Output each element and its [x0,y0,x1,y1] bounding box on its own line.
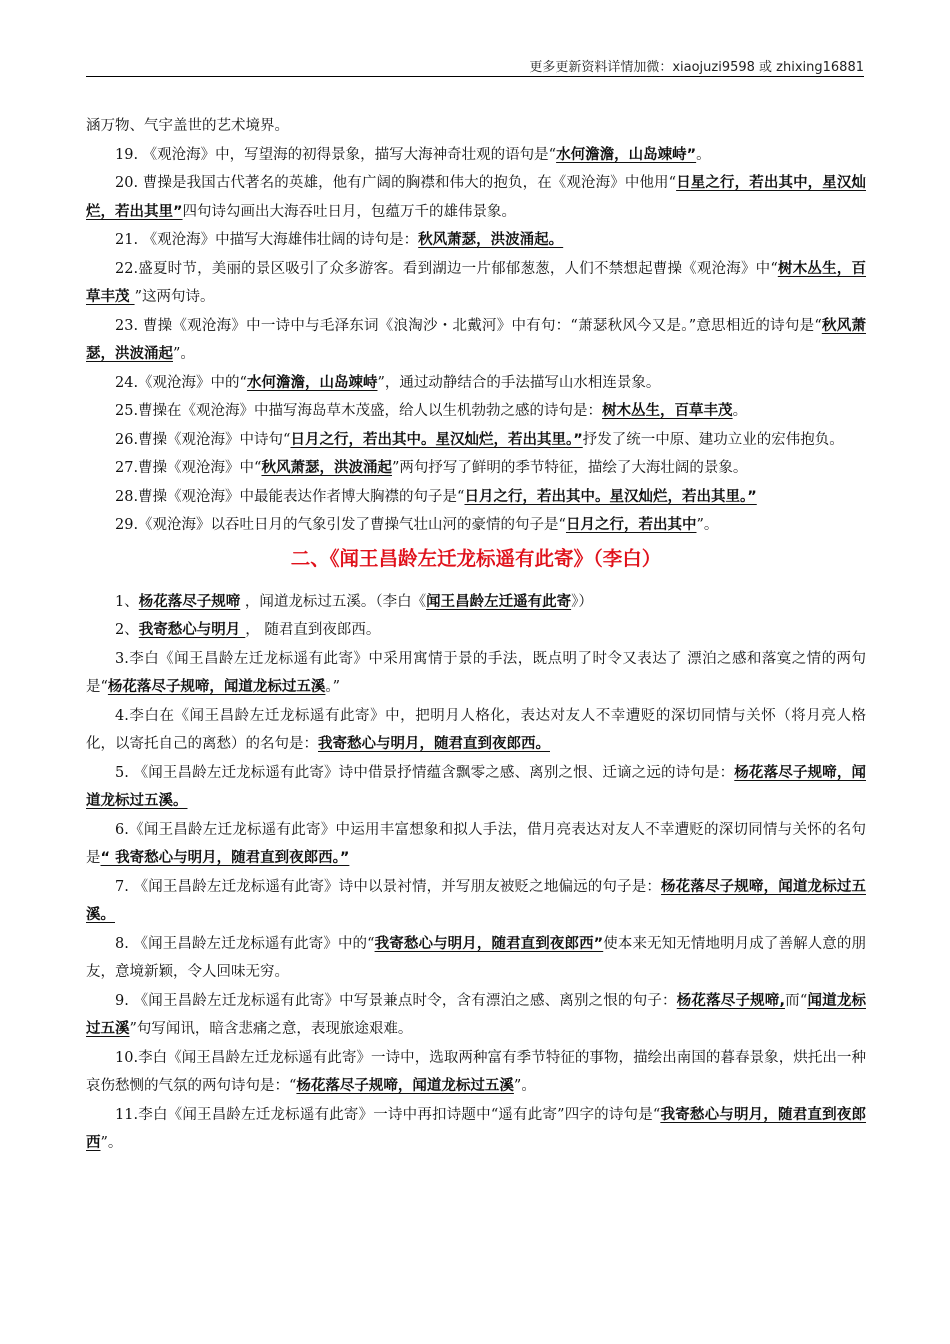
question-text: 23. 曹操《观沧海》中一诗中与毛泽东词《浪淘沙・北戴河》中有句：“萧瑟秋风今又是。”意思相近的诗句是“ [115,317,822,334]
question-item [86,255,866,312]
answer-text: 秋风萧瑟，洪波涌起 [86,317,867,362]
question-item [86,397,866,426]
question-item [86,511,866,540]
answer-text: 日星之行，若出其中，星汉灿烂，若出其里” [86,175,866,220]
question-item [86,930,866,987]
question-text: 22.盛夏时节，美丽的景区吸引了众多游客。看到湖边一片郁郁葱葱，人们不禁想起曹操《观沧海》中“ [115,260,778,277]
answer-text: 我寄愁心与明月，随君直到夜郎西。 [318,736,550,752]
answer-text: 杨花落尽子规啼，闻道龙标过五溪。 [86,764,866,809]
answer-text: 我寄愁心与明月 [138,622,246,638]
question-text: ，闻道龙标过五溪。（李白《 [240,593,427,610]
answer-text: 我寄愁心与明月，随君直到夜郎西 [86,1106,867,1151]
question-text: 26.曹操《观沧海》中诗句“ [115,431,291,448]
question-text: 9. 《闻王昌龄左迁龙标遥有此寄》中写景兼点时令，含有漂泊之感、离别之恨的句子： [115,992,677,1009]
question-text: ， 随君直到夜郎西。 [245,622,381,638]
section1-items [86,141,866,540]
answer-text: 水何澹澹，山岛竦峙” [556,146,697,163]
question-item [86,169,866,226]
answer-text: 树木丛生，百草丰茂 [86,260,867,305]
question-item [86,987,866,1044]
question-item [86,226,866,255]
section2-items [86,588,866,1158]
question-text: 抒发了统一中原、建功立业的宏伟抱负。 [582,431,844,448]
question-text: ”两句抒写了鲜明的季节特征，描绘了大海壮阔的景象。 [391,460,748,476]
question-text: 27.曹操《观沧海》中“ [115,460,262,476]
answer-text: 闻道龙标过五溪 [86,992,866,1037]
question-item [86,312,866,369]
question-text: 7. 《闻王昌龄左迁龙标遥有此寄》诗中以景衬情，并写朋友被贬之地偏远的句子是： [115,878,662,895]
section2-title: 二、《闻王昌龄左迁龙标遥有此寄》（李白） [290,546,662,570]
page-header [86,52,864,77]
answer-text: 杨花落尽子规啼, [676,992,785,1009]
question-item [86,616,866,645]
question-text: 1、 [115,593,139,610]
question-text: 20. 曹操是我国古代著名的英雄，他有广阔的胸襟和伟大的抱负，在《观沧海》中他用“ [115,175,677,191]
answer-text: 秋风萧瑟，洪波涌起。 [418,232,564,248]
answer-text: 杨花落尽子规啼，闻道龙标过五溪 [107,679,326,695]
question-text: ”。 [696,517,719,533]
question-text: ”这两句诗。 [134,289,215,305]
question-item [86,759,866,816]
question-text: 四句诗勾画出大海吞吐日月，包蕴万千的雄伟景象。 [182,203,517,220]
question-text: 。” [325,679,341,695]
header-text: 更多更新资料详情加微：xiaojuzi9598 或 zhixing16881 [529,60,864,75]
question-item [86,483,866,512]
question-item [86,454,866,483]
answer-text: 杨花落尽子规啼，闻道龙标过五溪。 [86,878,866,923]
question-item [86,1101,866,1158]
question-text: 5. 《闻王昌龄左迁龙标遥有此寄》诗中借景抒情蕴含飘零之感、离别之恨、迁谪之远的诗句是： [115,764,735,781]
question-text: ”。 [100,1135,123,1151]
question-text: 。 [696,146,711,163]
answer-text: 杨花落尽子规啼，闻道龙标过五溪 [296,1078,514,1094]
question-text: 6.《闻王昌龄左迁龙标遥有此寄》中运用丰富想象和拟人手法，借月亮表达对友人不幸遭贬的深切同情与关怀的名句是 [86,821,866,866]
answer-text: 杨花落尽子规啼 [138,593,241,610]
question-text: 4.李白在《闻王昌龄左迁龙标遥有此寄》中，把明月人格化，表达对友人不幸遭贬的深切同情与关怀（将月亮人格化，以寄托自己的离愁）的名句是： [86,707,866,752]
question-text: 2、 [115,622,139,638]
answer-text: 水何澹澹，山岛竦峙 [246,374,378,391]
question-text: 8. 《闻王昌龄左迁龙标遥有此寄》中的“ [115,935,375,952]
question-text: ”。 [513,1078,536,1094]
question-text: 19. 《观沧海》中，写望海的初得景象，描写大海神奇壮观的语句是“ [115,146,557,163]
answer-text: 日月之行，若出其中 [565,517,697,533]
answer-text: 树木丛生，百草丰茂 [602,403,733,419]
question-item [86,702,866,759]
question-text: 28.曹操《观沧海》中最能表达作者博大胸襟的句子是“ [115,488,465,505]
question-text: ”句写闻讯，暗含悲痛之意，表现旅途艰难。 [129,1021,413,1037]
question-item [86,645,866,702]
question-text: 24.《观沧海》中的“ [115,374,247,391]
question-text: 11.李白《闻王昌龄左迁龙标遥有此寄》一诗中再扣诗题中“遥有此寄”四字的诗句是“ [115,1106,661,1123]
question-item [86,873,866,930]
question-text: ”。 [173,346,195,362]
answer-text: 我寄愁心与明月，随君直到夜郎西” [374,935,604,952]
answer-text: 秋风萧瑟，洪波涌起 [261,460,392,476]
question-text: 。 [732,403,748,419]
answer-text: “ 我寄愁心与明月，随君直到夜郎西。” [100,850,350,866]
question-item [86,1044,866,1101]
question-text: 29.《观沧海》以吞吐日月的气象引发了曹操气壮山河的豪情的句子是“ [115,517,566,533]
answer-text: 闻王昌龄左迁遥有此寄 [426,593,572,610]
question-item [86,112,866,141]
question-text: 涵万物、气宇盖世的艺术境界。 [86,118,289,134]
answer-text: 日月之行，若出其中。星汉灿烂，若出其里。” [290,431,583,448]
question-text: 25.曹操在《观沧海》中描写海岛草木茂盛，给人以生机勃勃之感的诗句是： [115,403,603,419]
question-item [86,369,866,398]
question-item [86,816,866,873]
question-text: 3.李白《闻王昌龄左迁龙标遥有此寄》中采用寓情于景的手法，既点明了时令又表达了 漂泊之感和落寞之情的两句是“ [86,650,866,695]
question-text: 10.李白《闻王昌龄左迁龙标遥有此寄》一诗中，选取两种富有季节特征的事物，描绘出南国的暮春景象，烘托出一种哀伤愁恻的气氛的两句诗句是：“ [86,1049,866,1094]
answer-text: 日月之行，若出其中。星汉灿烂，若出其里。” [464,488,757,505]
question-text: 》） [571,593,593,610]
question-text: 21. 《观沧海》中描写大海雄伟壮阔的诗句是： [115,232,419,248]
question-text: 使本来无知无情地明月成了善解人意的朋友，意境新颖，令人回味无穷。 [86,935,867,980]
section1-tail [86,112,866,141]
question-item [86,426,866,455]
question-text: 而“ [785,992,808,1009]
question-text: ”，通过动静结合的手法描写山水相连景象。 [377,374,661,391]
document-body [86,112,866,1158]
question-item [86,141,866,170]
question-item [86,588,866,617]
